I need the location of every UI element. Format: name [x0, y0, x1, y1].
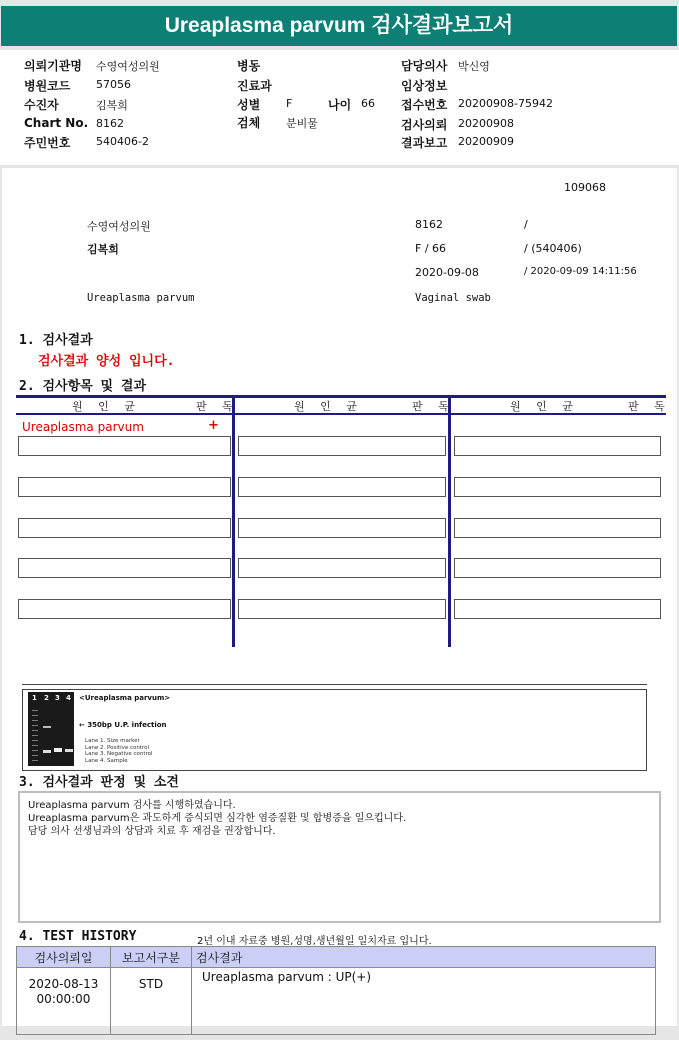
lane-number: 2 — [44, 694, 49, 702]
history-col-type: 보고서구분 — [111, 947, 192, 968]
primer-band — [65, 749, 73, 752]
history-type: STD — [111, 968, 192, 1035]
history-date — [17, 968, 111, 1035]
sex-value: F — [286, 97, 293, 110]
col-judgement-3: 판 독 — [628, 400, 671, 413]
report-value: 20200909 — [458, 135, 514, 148]
result-table-divider-2 — [448, 395, 451, 647]
history-note: 2년 이내 자료중 병원,성명,생년월일 일치자료 입니다. — [197, 936, 432, 947]
empty-result-cell — [18, 436, 231, 456]
opinion-text — [28, 799, 406, 838]
size-marker-lane — [32, 706, 38, 762]
lane-number: 1 — [32, 694, 37, 702]
lane-number: 4 — [66, 694, 71, 702]
positive-band — [43, 726, 51, 728]
sheet-chart: 8162 — [415, 218, 443, 231]
sheet-date-reported: / 2020-09-09 14:11:56 — [524, 266, 637, 277]
primer-band — [43, 750, 51, 753]
opinion-line: 담당 의사 선생님과의 상담과 치료 후 재검을 권장합니다. — [28, 826, 276, 837]
doctor-value: 박신영 — [458, 60, 490, 73]
history-header-row — [17, 947, 656, 968]
gel-image-box — [22, 689, 647, 771]
lane-legend-item: Lane 3. Negative control — [85, 751, 153, 757]
lane-legend-item: Lane 4. Sample — [85, 757, 128, 764]
empty-result-cell — [238, 436, 446, 456]
request-label: 검사의뢰 — [401, 118, 448, 132]
col-judgement-1: 판 독 — [196, 400, 239, 413]
sheet-date-received: 2020-09-08 — [415, 266, 479, 279]
report-header — [0, 50, 679, 165]
history-col-date: 검사의뢰일 — [17, 947, 111, 968]
sheet-hospital: 수영여성의원 — [87, 220, 151, 233]
specimen-value: 분비물 — [286, 117, 318, 130]
age-value: 66 — [361, 97, 375, 110]
patient-label: 수진자 — [24, 98, 59, 112]
history-result: Ureaplasma parvum : UP(+) — [192, 968, 656, 1035]
empty-result-cell — [238, 518, 446, 538]
chart-value: 8162 — [96, 117, 124, 130]
empty-result-cell — [238, 599, 446, 619]
sheet-sex-age: F / 66 — [415, 242, 447, 255]
opinion-box — [18, 791, 661, 923]
sex-label: 성별 — [237, 98, 261, 112]
rrn-label: 주민번호 — [24, 136, 71, 150]
positive-result-text: 검사결과 양성 입니다. — [38, 354, 175, 369]
history-table — [16, 946, 656, 1035]
band-label: ← 350bp U.P. infection — [79, 721, 167, 729]
band-label-text: 350bp U.P. infection — [87, 721, 167, 729]
primer-band — [54, 748, 62, 752]
receipt-label: 접수번호 — [401, 98, 448, 112]
result-organism: Ureaplasma parvum — [22, 420, 144, 434]
empty-result-cell — [454, 518, 661, 538]
lane-number: 3 — [55, 694, 60, 702]
gel-top-rule — [22, 684, 647, 685]
rrn-value: 540406-2 — [96, 135, 149, 148]
lane-legend-item: Lane 2. Positive control — [85, 744, 150, 751]
code-value: 57056 — [96, 78, 131, 91]
col-judgement-2: 판 독 — [412, 400, 455, 413]
doctor-label: 담당의사 — [401, 59, 448, 73]
receipt-value: 20200908-75942 — [458, 97, 553, 110]
section-3-title: 3. 검사결과 판정 및 소견 — [19, 775, 179, 790]
code-label: 병원코드 — [24, 79, 71, 93]
history-row — [17, 968, 656, 1035]
col-organism-2: 원 인 균 — [294, 400, 363, 413]
gel-electrophoresis-image — [28, 692, 74, 766]
empty-result-cell — [238, 477, 446, 497]
col-organism-1: 원 인 균 — [72, 400, 141, 413]
result-judgement: + — [208, 418, 219, 433]
result-table-divider-1 — [232, 395, 235, 647]
sheet-test-name: Ureaplasma parvum — [87, 292, 195, 304]
empty-result-cell — [238, 558, 446, 578]
clinical-label: 임상정보 — [401, 79, 448, 93]
sheet-slash: / — [524, 218, 528, 231]
sheet-rrn: / (540406) — [524, 242, 582, 255]
col-organism-3: 원 인 균 — [510, 400, 579, 413]
history-date-time: 00:00:00 — [36, 992, 91, 1006]
empty-result-cell — [18, 558, 231, 578]
opinion-line: Ureaplasma parvum 검사를 시행하였습니다. — [28, 800, 236, 811]
request-value: 20200908 — [458, 117, 514, 130]
lane-legend-item: Lane 1. Size marker — [85, 738, 140, 744]
section-4-title: 4. TEST HISTORY — [19, 929, 137, 944]
ward-label: 병동 — [237, 59, 261, 73]
chart-label: Chart No. — [24, 116, 89, 130]
history-date-day: 2020-08-13 — [28, 977, 99, 991]
opinion-line: Ureaplasma parvum은 과도하게 증식되면 심각한 염증질환 및 합병증을 일으킵니다. — [28, 813, 407, 824]
empty-result-cell — [454, 599, 661, 619]
empty-result-cell — [454, 436, 661, 456]
empty-result-cell — [454, 558, 661, 578]
empty-result-cell — [18, 518, 231, 538]
section-2-title: 2. 검사항목 및 결과 — [19, 379, 147, 394]
patient-value: 김복희 — [96, 99, 128, 112]
sheet-specimen: Vaginal swab — [415, 292, 491, 304]
history-col-result: 검사결과 — [192, 947, 656, 968]
empty-result-cell — [454, 477, 661, 497]
hospital-value: 수영여성의원 — [96, 60, 160, 73]
section-1-title: 1. 검사결과 — [19, 333, 93, 348]
hospital-label: 의뢰기관명 — [24, 59, 82, 73]
report-title: Ureaplasma parvum 검사결과보고서 — [1, 6, 677, 46]
gel-title: <Ureaplasma parvum> — [79, 694, 171, 702]
report-label: 결과보고 — [401, 136, 448, 150]
serial-number: 109068 — [564, 181, 606, 194]
dept-label: 진료과 — [237, 79, 272, 93]
sheet-patient: 김복희 — [87, 243, 119, 256]
empty-result-cell — [18, 477, 231, 497]
age-label: 나이 — [328, 98, 352, 112]
empty-result-cell — [18, 599, 231, 619]
specimen-label: 검체 — [237, 116, 261, 130]
lane-legend — [85, 738, 153, 764]
